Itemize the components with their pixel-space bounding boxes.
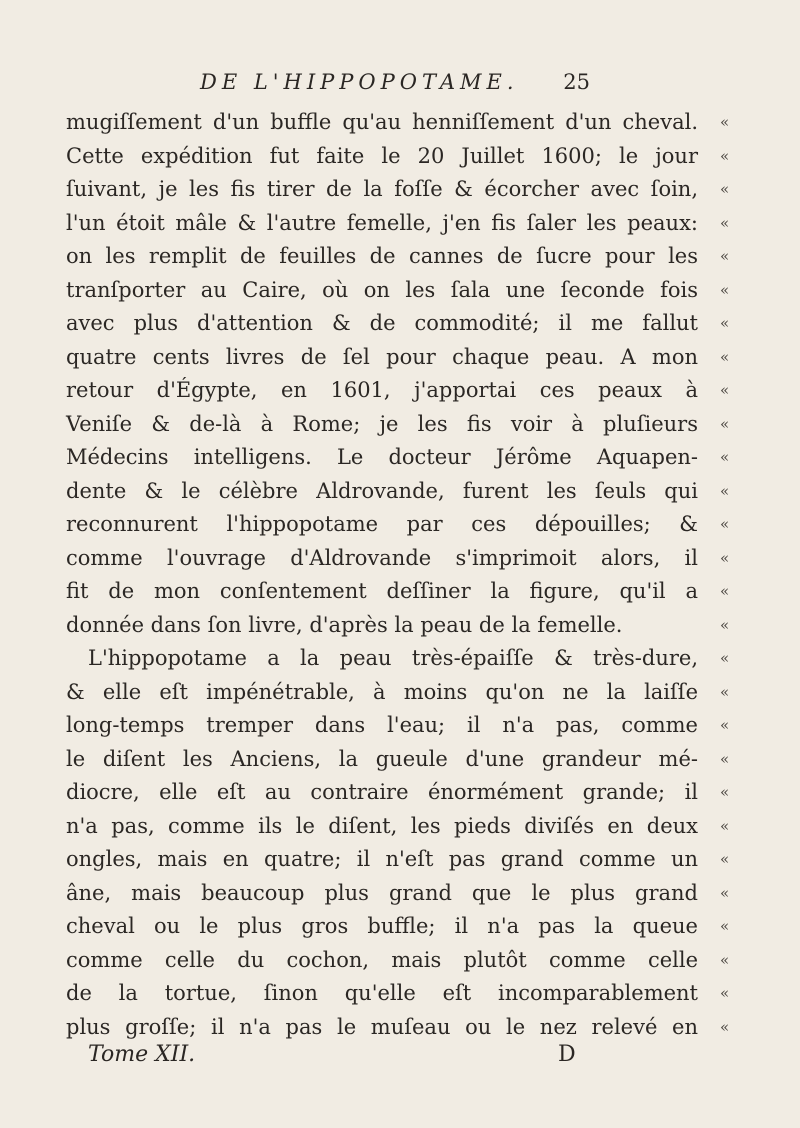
quotation-mark: « — [720, 113, 730, 131]
quotation-mark: « — [720, 280, 730, 299]
quotation-mark: « — [720, 917, 730, 935]
text-line: Médecins intelligens. Le docteur Jérôme Aquapen- — [66, 445, 698, 469]
quotation-mark: « — [720, 682, 730, 701]
quotation-mark: « — [720, 783, 730, 801]
quotation-mark: « — [720, 146, 730, 165]
text-line: le diſent les Anciens, la gueule d'une grandeur mé- — [66, 746, 698, 771]
quotation-mark: « — [720, 883, 730, 902]
text-line: tranſporter au Caire, où on les ſala une ſeconde fois — [66, 277, 698, 302]
text-line: retour d'Égypte, en 1601, j'apportai ces peaux à — [66, 378, 698, 402]
text-line: plus groſſe; il n'a pas le muſeau ou le nez relevé en — [66, 1014, 698, 1039]
text-line: ſuivant, je les fis tirer de la foſſe & écorcher avec ſoin, — [66, 177, 698, 201]
quotation-mark: « — [720, 950, 730, 969]
quotation-mark: « — [720, 850, 730, 868]
text-line: de la tortue, ſinon qu'elle eſt incomparablement — [66, 981, 698, 1005]
page-number: 25 — [563, 70, 590, 94]
text-line: quatre cents livres de ſel pour chaque peau. A mon — [66, 344, 698, 369]
text-line: n'a pas, comme ils le diſent, les pieds diviſés en deux — [66, 813, 698, 838]
text-line: L'hippopotame a la peau très-épaiſſe & très-dure, — [88, 646, 698, 670]
quotation-mark: « — [720, 582, 730, 600]
quotation-mark: « — [720, 247, 730, 265]
text-line: dente & le célèbre Aldrovande, furent les ſeuls qui — [66, 478, 698, 503]
text-line: avec plus d'attention & de commodité; il me fallut — [66, 311, 698, 335]
signature-mark: D — [558, 1042, 576, 1067]
text-line: âne, mais beaucoup plus grand que le plus grand — [66, 880, 698, 905]
running-title: DE L'HIPPOPOTAME. — [200, 70, 519, 94]
text-line: fit de mon conſentement deſſiner la figure, qu'il a — [66, 579, 698, 603]
text-line: Cette expédition fut faite le 20 Juillet 1600; le jour — [66, 143, 698, 168]
quotation-mark: « — [720, 314, 730, 332]
text-line: l'un étoit mâle & l'autre femelle, j'en fis ſaler les peaux: — [66, 210, 698, 235]
text-line: long-temps tremper dans l'eau; il n'a pas, comme — [66, 713, 698, 737]
text-line: mugiſſement d'un buffle qu'au henniſſement d'un cheval. — [66, 110, 698, 134]
quotation-mark: « — [720, 716, 730, 734]
quotation-marks-column — [720, 106, 750, 1044]
quotation-mark: « — [720, 481, 730, 500]
text-line: & elle eſt impénétrable, à moins qu'on ne la laiſſe — [66, 679, 698, 704]
quotation-mark: « — [720, 615, 730, 634]
quotation-mark: « — [720, 515, 730, 533]
text-line: ongles, mais en quatre; il n'eſt pas grand comme un — [66, 847, 698, 871]
quotation-mark: « — [720, 816, 730, 835]
text-line: Veniſe & de-là à Rome; je les fis voir à pluſieurs — [66, 411, 698, 436]
text-line: on les remplit de feuilles de cannes de ſucre pour les — [66, 244, 698, 268]
text-line: comme l'ouvrage d'Aldrovande s'imprimoit alors, il — [66, 545, 698, 570]
quotation-mark: « — [720, 649, 730, 667]
quotation-mark: « — [720, 1017, 730, 1036]
text-line: donnée dans ſon livre, d'après la peau de la femelle. — [66, 612, 623, 637]
text-line: comme celle du cochon, mais plutôt comme celle — [66, 947, 698, 972]
volume-label: Tome XII. — [88, 1042, 196, 1067]
quotation-mark: « — [720, 347, 730, 366]
quotation-mark: « — [720, 448, 730, 466]
quotation-mark: « — [720, 749, 730, 768]
text-line: reconnurent l'hippopotame par ces dépouilles; & — [66, 512, 698, 536]
quotation-mark: « — [720, 984, 730, 1002]
quotation-mark: « — [720, 213, 730, 232]
text-line: cheval ou le plus gros buffle; il n'a pas la queue — [66, 914, 698, 938]
quotation-mark: « — [720, 381, 730, 399]
text-line: diocre, elle eſt au contraire énormément grande; il — [66, 780, 698, 804]
quotation-mark: « — [720, 180, 730, 198]
quotation-mark: « — [720, 548, 730, 567]
body-text — [66, 106, 698, 1044]
quotation-mark: « — [720, 414, 730, 433]
